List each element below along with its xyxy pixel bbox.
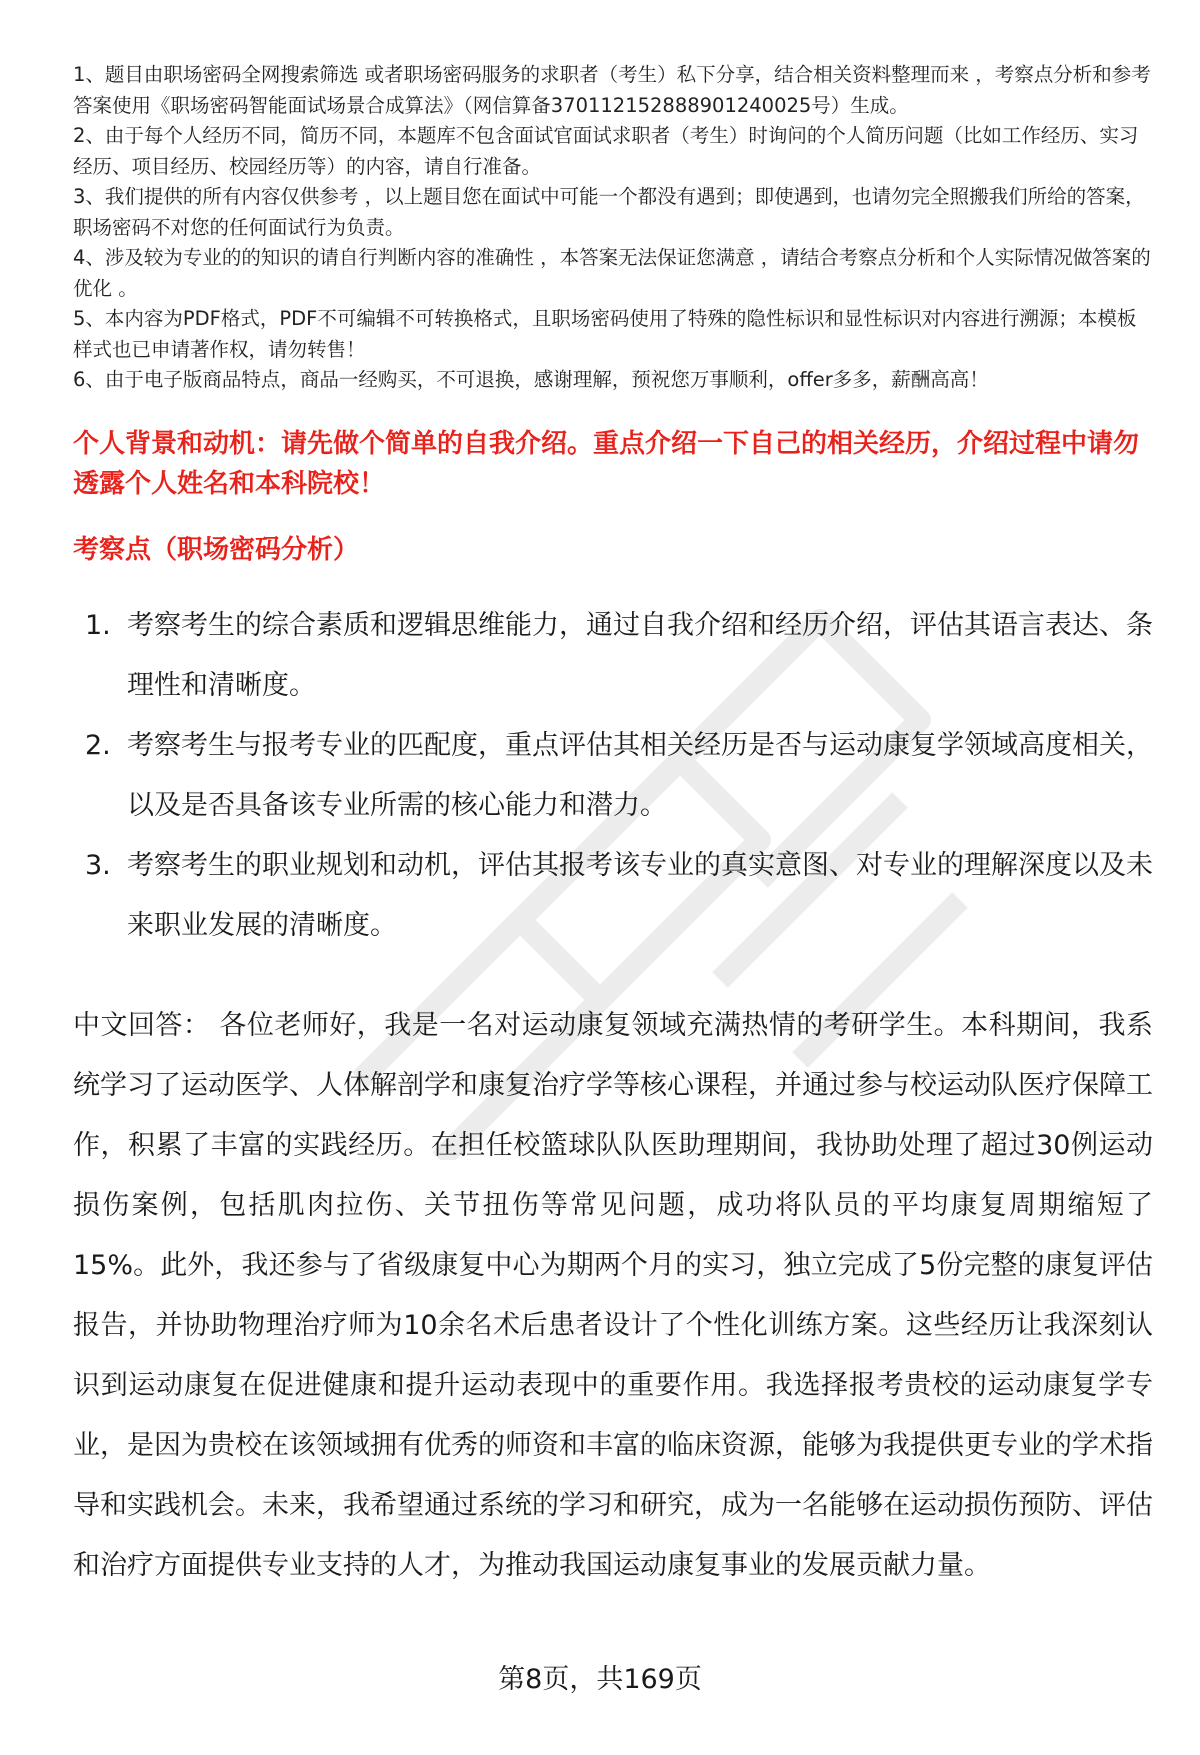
point-number: 3.: [85, 849, 111, 881]
notice-item: 5、本内容为PDF格式，PDF不可编辑不可转换格式，且职场密码使用了特殊的隐性标识和显性标识对内容进行溯源；本模板样式也已申请著作权，请勿转售！: [73, 307, 1137, 361]
sample-answer: 中文回答： 各位老师好，我是一名对运动康复领域充满热情的考研学生。本科期间，我系统学习了运动医学、人体解剖学和康复治疗学等核心课程，并通过参与校运动队医疗保障工作，积累了丰富的实践经历。在担任校篮球队队医助理期间，我协助处理了超过30例运动损伤案例，包括肌肉拉伤、关节扭伤等常见问题，成功将队员的平均康复周期缩短了15%。此外，我还参与了省级康复中心为期两个月的实习，独立完成了5份完整的康复评估报告，并协助物理治疗师为10余名术后患者设计了个性化训练方案。这些经历让我深刻认识到运动康复在促进健康和提升运动表现中的重要作用。我选择报考贵校的运动康复学专业，是因为贵校在该领域拥有优秀的师资和丰富的临床资源，能够为我提供更专业的学术指导和实践机会。未来，我希望通过系统的学习和研究，成为一名能够在运动损伤预防、评估和治疗方面提供专业支持的人才，为推动我国运动康复事业的发展贡献力量。: [73, 1009, 1153, 1581]
assessment-point: [73, 836, 1153, 956]
section-title: 考察点（职场密码分析）: [73, 534, 360, 565]
point-text: 考察考生与报考专业的匹配度，重点评估其相关经历是否与运动康复学领域高度相关，以及是否具备该专业所需的核心能力和潜力。: [127, 729, 1153, 821]
point-text: 考察考生的职业规划和动机，评估其报考该专业的真实意图、对专业的理解深度以及未来职业发展的清晰度。: [127, 849, 1153, 941]
assessment-points-list: [73, 596, 1153, 956]
point-text: 考察考生的综合素质和逻辑思维能力，通过自我介绍和经历介绍，评估其语言表达、条理性和清晰度。: [127, 609, 1153, 701]
notice-block: [73, 60, 1153, 396]
notice-item: 3、我们提供的所有内容仅供参考 ，以上题目您在面试中可能一个都没有遇到；即使遇到，也请勿完全照搬我们所给的答案，职场密码不对您的任何面试行为负责。: [73, 185, 1145, 239]
assessment-point: [73, 596, 1153, 716]
interview-question: 个人背景和动机：请先做个简单的自我介绍。重点介绍一下自己的相关经历，介绍过程中请勿透露个人姓名和本科院校！: [73, 428, 1140, 499]
assessment-point: [73, 716, 1153, 836]
point-number: 2.: [85, 729, 111, 761]
notice-item: 6、由于电子版商品特点，商品一经购买，不可退换，感谢理解，预祝您万事顺利，offer多多，薪酬高高！: [73, 368, 989, 391]
notice-item: 1、题目由职场密码全网搜索筛选 或者职场密码服务的求职者（考生）私下分享，结合相关资料整理而来 ，考察点分析和参考答案使用《职场密码智能面试场景合成算法》（网信算备370112152888901240025号）生成。: [73, 63, 1151, 117]
page-content: [73, 60, 1153, 1596]
page-number: 第8页，共169页: [498, 1664, 702, 1695]
point-number: 1.: [85, 609, 111, 641]
notice-item: 2、由于每个人经历不同，简历不同，本题库不包含面试官面试求职者（考生）时询问的个人简历问题（比如工作经历、实习经历、项目经历、校园经历等）的内容，请自行准备。: [73, 124, 1139, 178]
notice-item: 4、涉及较为专业的的知识的请自行判断内容的准确性 ，本答案无法保证您满意 ，请结合考察点分析和个人实际情况做答案的优化 。: [73, 246, 1151, 300]
